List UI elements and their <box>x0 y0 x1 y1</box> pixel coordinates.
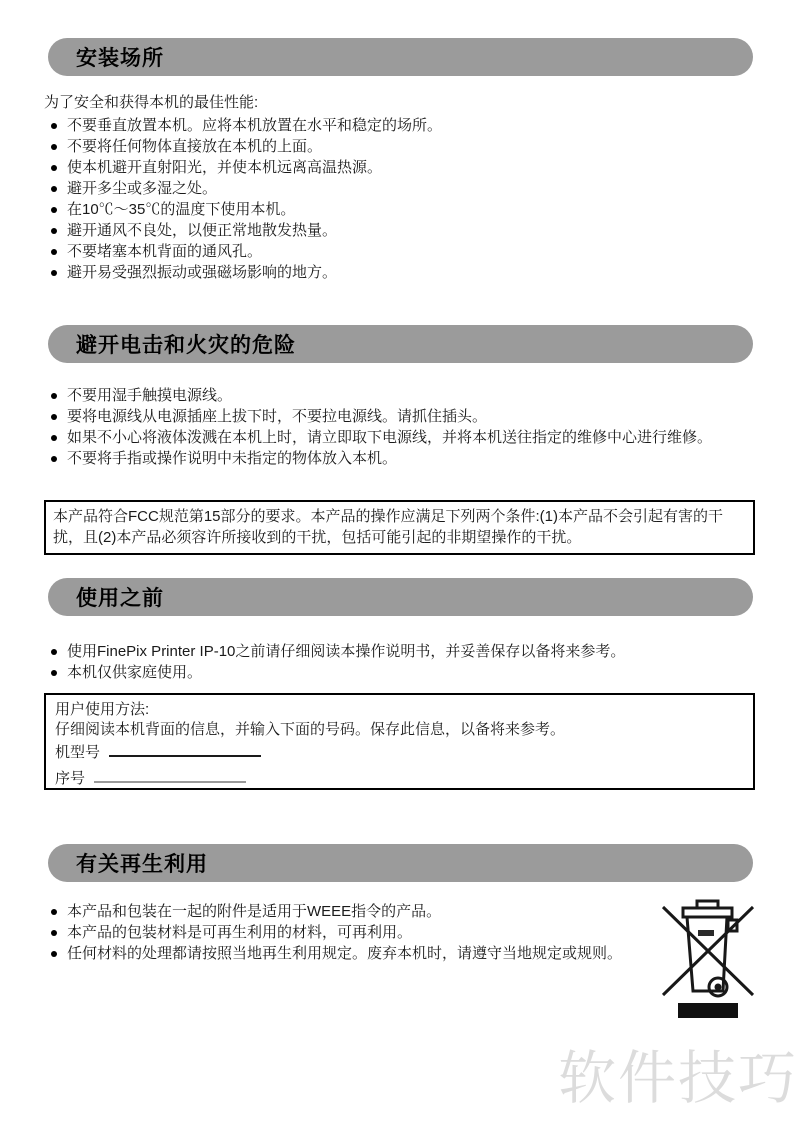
list-item: 使用FinePix Printer IP-10之前请仔细阅读本操作说明书，并妥善保存以备将来参考。 <box>44 641 756 662</box>
section-recycling-content <box>44 901 644 964</box>
list-item: 本产品和包装在一起的附件是适用于WEEE指令的产品。 <box>44 901 644 922</box>
section-before-use-content <box>44 641 756 683</box>
bullet-icon <box>51 930 57 936</box>
bullet-list <box>44 115 756 283</box>
bullet-icon <box>51 270 57 276</box>
bullet-icon <box>51 909 57 915</box>
section-title: 避开电击和火灾的危险 <box>76 334 296 357</box>
section-title: 使用之前 <box>76 587 164 610</box>
list-item: 本产品的包装材料是可再生利用的材料，可再利用。 <box>44 922 644 943</box>
list-item: 不要用湿手触摸电源线。 <box>44 385 756 406</box>
section-title: 有关再生利用 <box>76 853 208 876</box>
serial-number-row <box>55 769 744 792</box>
model-number-label: 机型号 <box>55 744 101 761</box>
bullet-icon <box>51 207 57 213</box>
bullet-icon <box>51 951 57 957</box>
bullet-list <box>44 901 644 964</box>
model-number-row <box>55 743 744 766</box>
bullet-icon <box>51 186 57 192</box>
section-title: 安装场所 <box>76 47 164 70</box>
user-record-box <box>44 693 755 790</box>
bullet-icon <box>51 670 57 676</box>
fcc-notice-box <box>44 500 755 555</box>
user-box-heading: 用户使用方法: <box>55 701 150 718</box>
list-item: 不要垂直放置本机。应将本机放置在水平和稳定的场所。 <box>44 115 756 136</box>
list-item: 使本机避开直射阳光，并使本机远离高温热源。 <box>44 157 756 178</box>
list-item: 避开多尘或多湿之处。 <box>44 178 756 199</box>
section-installation-content <box>44 92 756 283</box>
bullet-icon <box>51 649 57 655</box>
list-item: 如果不小心将液体泼溅在本机上时，请立即取下电源线，并将本机送往指定的维修中心进行维修。 <box>44 427 756 448</box>
bullet-list <box>44 641 756 683</box>
list-item: 在10℃～35℃的温度下使用本机。 <box>44 199 756 220</box>
section-header-before-use <box>48 578 753 616</box>
section-header-recycling <box>48 844 753 882</box>
fcc-notice-text: 本产品符合FCC规范第15部分的要求。本产品的操作应满足下列两个条件:(1)本产品不会引起有害的干扰，且(2)本产品必须容许所接收到的干扰，包括可能引起的非期望操作的干扰。 <box>53 508 724 546</box>
bullet-icon <box>51 456 57 462</box>
list-item: 避开易受强烈振动或强磁场影响的地方。 <box>44 262 756 283</box>
bullet-icon <box>51 123 57 129</box>
serial-number-label: 序号 <box>55 770 86 787</box>
list-item: 任何材料的处理都请按照当地再生利用规定。废弃本机时，请遵守当地规定或规则。 <box>44 943 644 964</box>
list-item: 不要将任何物体直接放在本机的上面。 <box>44 136 756 157</box>
model-number-blank-line <box>109 743 261 757</box>
bullet-icon <box>51 144 57 150</box>
weee-crossed-out-wheeled-bin-icon <box>656 894 760 1018</box>
list-item: 不要堵塞本机背面的通风孔。 <box>44 241 756 262</box>
list-item: 不要将手指或操作说明中未指定的物体放入本机。 <box>44 448 756 469</box>
bullet-icon <box>51 228 57 234</box>
list-item: 避开通风不良处，以便正常地散发热量。 <box>44 220 756 241</box>
list-item: 要将电源线从电源插座上拔下时，不要拉电源线。请抓住插头。 <box>44 406 756 427</box>
bullet-icon <box>51 165 57 171</box>
section-shock-fire-content <box>44 385 756 469</box>
bullet-list <box>44 385 756 469</box>
section-intro: 为了安全和获得本机的最佳性能: <box>44 94 259 111</box>
bullet-icon <box>51 393 57 399</box>
bullet-icon <box>51 249 57 255</box>
section-header-installation-site <box>48 38 753 76</box>
list-item: 本机仅供家庭使用。 <box>44 662 756 683</box>
serial-number-blank-line <box>94 769 246 783</box>
bullet-icon <box>51 435 57 441</box>
section-header-shock-fire-danger <box>48 325 753 363</box>
bullet-icon <box>51 414 57 420</box>
watermark-text: 软件技巧 <box>558 1046 799 1111</box>
user-box-instruction: 仔细阅读本机背面的信息，并输入下面的号码。保存此信息，以备将来参考。 <box>55 721 566 738</box>
